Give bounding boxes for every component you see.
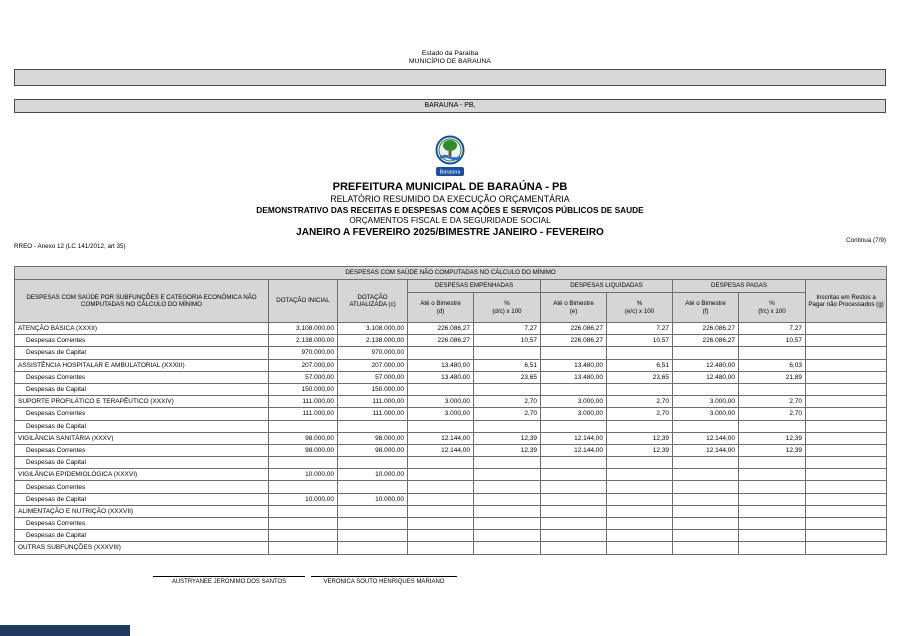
row-value — [269, 518, 338, 530]
row-value — [806, 359, 887, 371]
row-value — [806, 323, 887, 335]
table-row — [15, 518, 887, 530]
table-row — [15, 383, 887, 395]
row-value — [673, 530, 739, 542]
subheader-top: Até o Bimestre — [420, 300, 461, 307]
row-value: 12,39 — [607, 432, 673, 444]
row-value: 12.144,00 — [408, 432, 474, 444]
row-label: Despesas Correntes — [15, 371, 269, 383]
row-value: 12,39 — [474, 444, 541, 456]
health-expenses-table — [14, 266, 887, 555]
row-label: VIGILÂNCIA SANITÁRIA (XXXV) — [15, 432, 269, 444]
row-value: 10,57 — [474, 335, 541, 347]
row-value — [408, 457, 474, 469]
row-value: 2,70 — [607, 408, 673, 420]
row-value — [338, 481, 408, 493]
row-label: Despesas de Capital — [15, 347, 269, 359]
row-value — [269, 481, 338, 493]
row-value: 13.480,00 — [541, 359, 607, 371]
row-value — [408, 518, 474, 530]
row-value: 111.000,00 — [269, 408, 338, 420]
row-value: 207.000,00 — [269, 359, 338, 371]
row-value — [673, 383, 739, 395]
row-value: 12.144,00 — [673, 432, 739, 444]
row-value — [739, 347, 806, 359]
row-value: 98.000,00 — [338, 432, 408, 444]
row-value — [408, 493, 474, 505]
municipal-logo — [433, 135, 467, 184]
signature-name: AUSTRYANEE JERONIMO DOS SANTOS — [171, 579, 287, 585]
row-value — [739, 518, 806, 530]
row-value — [806, 542, 887, 554]
row-value: 12,39 — [739, 444, 806, 456]
row-value: 21,89 — [739, 371, 806, 383]
signature-line — [311, 576, 457, 577]
row-value: 2,70 — [474, 396, 541, 408]
row-value — [806, 505, 887, 517]
table-row — [15, 469, 887, 481]
row-value — [338, 542, 408, 554]
annex-note: RREO - Anexo 12 (LC 141/2012, art 35) — [14, 243, 126, 250]
state-header — [0, 50, 900, 66]
row-value — [739, 383, 806, 395]
row-value — [474, 383, 541, 395]
row-value — [474, 469, 541, 481]
report-period: JANEIRO A FEVEREIRO 2025/BIMESTRE JANEIRO - FEVEREIRO — [296, 227, 604, 238]
row-label: Despesas Correntes — [15, 408, 269, 420]
row-value — [739, 542, 806, 554]
row-value — [408, 505, 474, 517]
row-value — [739, 420, 806, 432]
row-value: 3.000,00 — [541, 396, 607, 408]
table-row — [15, 371, 887, 383]
row-label: OUTRAS SUBFUNÇÕES (XXXVIII) — [15, 542, 269, 554]
row-value — [673, 347, 739, 359]
row-value — [673, 493, 739, 505]
row-value — [408, 469, 474, 481]
signature-block-2 — [311, 576, 457, 586]
row-value: 226.086,27 — [408, 323, 474, 335]
row-value — [739, 505, 806, 517]
row-value — [806, 444, 887, 456]
logo-text: Baraúna — [439, 169, 461, 176]
col-header-dotacao-inicial: DOTAÇÃO INICIAL — [269, 280, 338, 323]
table-section-title: DESPESAS COM SAÚDE NÃO COMPUTADAS NO CÁLCULO DO MÍNIMO — [15, 267, 887, 280]
row-value: 12,39 — [607, 444, 673, 456]
row-value — [806, 347, 887, 359]
row-value: 3.108.000,00 — [338, 323, 408, 335]
row-value — [607, 469, 673, 481]
row-value — [806, 530, 887, 542]
row-value: 3.000,00 — [408, 408, 474, 420]
col-subheader-empenhadas-pct — [474, 293, 541, 323]
coat-of-arms-icon — [433, 135, 467, 179]
row-value: 150.000,00 — [338, 383, 408, 395]
subheader-top: % — [636, 300, 643, 307]
row-value — [474, 347, 541, 359]
row-value — [474, 530, 541, 542]
row-value — [806, 408, 887, 420]
row-value: 2,70 — [739, 408, 806, 420]
row-value — [806, 469, 887, 481]
row-value — [269, 505, 338, 517]
municipality-line: MUNICÍPIO DE BARAUNA — [409, 58, 491, 65]
report-subtitle: RELATÓRIO RESUMIDO DA EXECUÇÃO ORÇAMENTÁRIA — [330, 194, 570, 204]
row-label: Despesas Correntes — [15, 335, 269, 347]
row-value: 12.144,00 — [408, 444, 474, 456]
row-value — [541, 518, 607, 530]
col-header-liquidadas: DESPESAS LIQUIDADAS — [541, 280, 673, 293]
row-label: Despesas Correntes — [15, 481, 269, 493]
row-value: 98.000,00 — [269, 432, 338, 444]
header-band-city: BARAUNA - PB, — [14, 99, 886, 113]
subheader-bottom: (e) — [569, 307, 578, 315]
row-value — [269, 457, 338, 469]
row-value — [673, 542, 739, 554]
table-row — [15, 323, 887, 335]
row-value — [806, 335, 887, 347]
header-band-empty — [14, 69, 886, 86]
row-value — [541, 347, 607, 359]
row-value — [673, 457, 739, 469]
row-value: 12,39 — [739, 432, 806, 444]
row-label: Despesas Correntes — [15, 444, 269, 456]
signature-line — [153, 576, 305, 577]
row-value: 3.108.000,00 — [269, 323, 338, 335]
row-value — [338, 420, 408, 432]
row-value — [541, 383, 607, 395]
row-value — [739, 481, 806, 493]
row-value — [607, 420, 673, 432]
row-value: 12.144,00 — [673, 444, 739, 456]
row-value — [338, 505, 408, 517]
row-value — [474, 493, 541, 505]
row-value: 3.000,00 — [541, 408, 607, 420]
col-subheader-pagas-bimestre — [673, 293, 739, 323]
subheader-bottom: (d) — [436, 307, 445, 315]
row-value — [408, 347, 474, 359]
page-title: PREFEITURA MUNICIPAL DE BARAÚNA - PB — [332, 181, 568, 193]
row-value: 6,51 — [474, 359, 541, 371]
bottom-left-bar — [0, 625, 130, 636]
table-row — [15, 335, 887, 347]
row-value: 7,27 — [739, 323, 806, 335]
row-label: Despesas de Capital — [15, 457, 269, 469]
table-row — [15, 432, 887, 444]
row-value — [541, 420, 607, 432]
row-value: 10.000,00 — [269, 469, 338, 481]
subheader-bottom: (f) — [702, 307, 709, 315]
row-value — [338, 518, 408, 530]
row-value: 98.000,00 — [338, 444, 408, 456]
col-header-empenhadas: DESPESAS EMPENHADAS — [408, 280, 541, 293]
row-label: ASSISTÊNCIA HOSPITALAR E AMBULATORIAL (XXXIII) — [15, 359, 269, 371]
subheader-top: Até o Bimestre — [553, 300, 594, 307]
continuation-note: Continua (7/9) — [846, 237, 886, 244]
table-row — [15, 530, 887, 542]
col-subheader-liquidadas-bimestre — [541, 293, 607, 323]
row-value: 13.480,00 — [408, 359, 474, 371]
subheader-bottom: (f/c) x 100 — [758, 307, 786, 315]
table-row — [15, 457, 887, 469]
row-label: ATENÇÃO BÁSICA (XXXII) — [15, 323, 269, 335]
row-value — [607, 505, 673, 517]
row-value: 3.000,00 — [673, 408, 739, 420]
row-label: ALIMENTAÇÃO E NUTRIÇÃO (XXXVII) — [15, 505, 269, 517]
row-value: 970.000,00 — [269, 347, 338, 359]
table-row — [15, 396, 887, 408]
row-value: 12.480,00 — [673, 359, 739, 371]
row-value — [607, 530, 673, 542]
table-row — [15, 493, 887, 505]
row-value: 23,65 — [607, 371, 673, 383]
row-value — [607, 383, 673, 395]
col-subheader-empenhadas-bimestre — [408, 293, 474, 323]
row-value: 226.086,27 — [673, 323, 739, 335]
col-header-restos-a-pagar: Inscritas em Restos a Pagar não Processados (g) — [806, 280, 887, 323]
row-value — [806, 383, 887, 395]
state-line: Estado da Paraíba — [421, 50, 479, 57]
row-value: 7,27 — [607, 323, 673, 335]
row-value: 207.000,00 — [338, 359, 408, 371]
row-value: 10,57 — [739, 335, 806, 347]
row-label: Despesas de Capital — [15, 493, 269, 505]
subheader-top: % — [504, 300, 510, 307]
row-value: 10.000,00 — [269, 493, 338, 505]
row-value: 10,57 — [607, 335, 673, 347]
table-body — [15, 323, 887, 555]
row-value — [474, 518, 541, 530]
signature-block-1 — [153, 576, 305, 586]
col-header-subfunctions: DESPESAS COM SAÚDE POR SUBFUNÇÕES E CATEGORIA ECONÔMICA NÃO COMPUTADAS NO CÁLCULO DO MÍNIMO — [15, 280, 269, 323]
row-value — [269, 530, 338, 542]
row-value: 12.144,00 — [541, 432, 607, 444]
row-value: 226.086,27 — [541, 323, 607, 335]
row-value: 6,51 — [607, 359, 673, 371]
table-row — [15, 542, 887, 554]
row-value: 10.000,00 — [338, 493, 408, 505]
row-value: 111.000,00 — [269, 396, 338, 408]
table-row — [15, 444, 887, 456]
row-value — [269, 420, 338, 432]
row-value: 3.000,00 — [673, 396, 739, 408]
row-value — [541, 505, 607, 517]
row-value: 2,70 — [739, 396, 806, 408]
table-row — [15, 505, 887, 517]
row-value: 3.000,00 — [408, 396, 474, 408]
row-value — [673, 469, 739, 481]
budget-scope: ORÇAMENTOS FISCAL E DA SEGURIDADE SOCIAL — [349, 215, 551, 225]
row-value — [474, 542, 541, 554]
row-value — [607, 481, 673, 493]
subheader-bottom: (d/c) x 100 — [492, 307, 522, 315]
row-value — [474, 481, 541, 493]
row-value — [673, 505, 739, 517]
row-value — [474, 420, 541, 432]
row-value: 12.144,00 — [541, 444, 607, 456]
row-label: VIGILÂNCIA EPIDEMIOLÓGICA (XXXVI) — [15, 469, 269, 481]
row-value: 12,39 — [474, 432, 541, 444]
table-row — [15, 420, 887, 432]
col-header-pagas: DESPESAS PAGAS — [673, 280, 806, 293]
row-value: 2,70 — [607, 396, 673, 408]
table-row — [15, 347, 887, 359]
row-value — [806, 432, 887, 444]
row-value: 226.086,27 — [673, 335, 739, 347]
row-value: 13.480,00 — [541, 371, 607, 383]
row-value: 226.086,27 — [541, 335, 607, 347]
row-value: 13.480,00 — [408, 371, 474, 383]
table-row — [15, 408, 887, 420]
row-label: Despesas de Capital — [15, 420, 269, 432]
row-value — [474, 505, 541, 517]
row-value — [541, 457, 607, 469]
subheader-bottom: (e/c) x 100 — [624, 307, 655, 315]
row-value — [806, 481, 887, 493]
row-value: 111.000,00 — [338, 396, 408, 408]
title-block — [0, 181, 900, 239]
row-value — [673, 481, 739, 493]
row-value — [739, 530, 806, 542]
row-value — [806, 457, 887, 469]
row-value: 2.138.000,00 — [338, 335, 408, 347]
row-value — [739, 469, 806, 481]
row-value: 57.000,00 — [269, 371, 338, 383]
row-value — [269, 542, 338, 554]
row-value — [607, 493, 673, 505]
row-value — [474, 457, 541, 469]
row-value: 2,70 — [474, 408, 541, 420]
row-value — [806, 518, 887, 530]
row-value — [541, 542, 607, 554]
row-value — [408, 481, 474, 493]
col-subheader-liquidadas-pct — [607, 293, 673, 323]
row-value — [806, 493, 887, 505]
row-value — [408, 542, 474, 554]
row-value: 12.480,00 — [673, 371, 739, 383]
row-value — [607, 347, 673, 359]
row-value — [607, 457, 673, 469]
table-row — [15, 359, 887, 371]
row-value — [739, 493, 806, 505]
row-value — [408, 530, 474, 542]
row-value: 7,27 — [474, 323, 541, 335]
row-value: 111.000,00 — [338, 408, 408, 420]
row-value: 57.000,00 — [338, 371, 408, 383]
row-value: 150.000,00 — [269, 383, 338, 395]
row-value — [408, 383, 474, 395]
row-value — [607, 518, 673, 530]
col-subheader-pagas-pct — [739, 293, 806, 323]
row-value — [607, 542, 673, 554]
row-value — [541, 481, 607, 493]
row-value: 23,65 — [474, 371, 541, 383]
subheader-top: % — [769, 300, 775, 307]
row-label: SUPORTE PROFILÁTICO E TERAPÊUTICO (XXXIV) — [15, 396, 269, 408]
row-value: 10.000,00 — [338, 469, 408, 481]
row-value — [673, 518, 739, 530]
row-value: 226.086,27 — [408, 335, 474, 347]
subheader-top: Até o Bimestre — [685, 300, 726, 307]
row-value: 2.138.000,00 — [269, 335, 338, 347]
row-value — [338, 530, 408, 542]
row-label: Despesas Correntes — [15, 518, 269, 530]
row-value: 970.000,00 — [338, 347, 408, 359]
table-row — [15, 481, 887, 493]
row-value — [541, 493, 607, 505]
report-name: DEMONSTRATIVO DAS RECEITAS E DESPESAS COM AÇÕES E SERVIÇOS PÚBLICOS DE SAUDE — [256, 205, 644, 215]
row-value — [673, 420, 739, 432]
row-value — [806, 420, 887, 432]
row-value — [806, 371, 887, 383]
signature-name: VERONICA SOUTO HENRIQUES MARIANO — [323, 579, 445, 585]
row-value — [806, 396, 887, 408]
col-header-dotacao-atualizada: DOTAÇÃO ATUALIZADA (c) — [338, 280, 408, 323]
row-value: 6,03 — [739, 359, 806, 371]
row-label: Despesas de Capital — [15, 383, 269, 395]
row-value — [541, 530, 607, 542]
row-value — [739, 457, 806, 469]
row-value — [408, 420, 474, 432]
row-value — [338, 457, 408, 469]
row-value — [541, 469, 607, 481]
row-value: 98.000,00 — [269, 444, 338, 456]
row-label: Despesas de Capital — [15, 530, 269, 542]
